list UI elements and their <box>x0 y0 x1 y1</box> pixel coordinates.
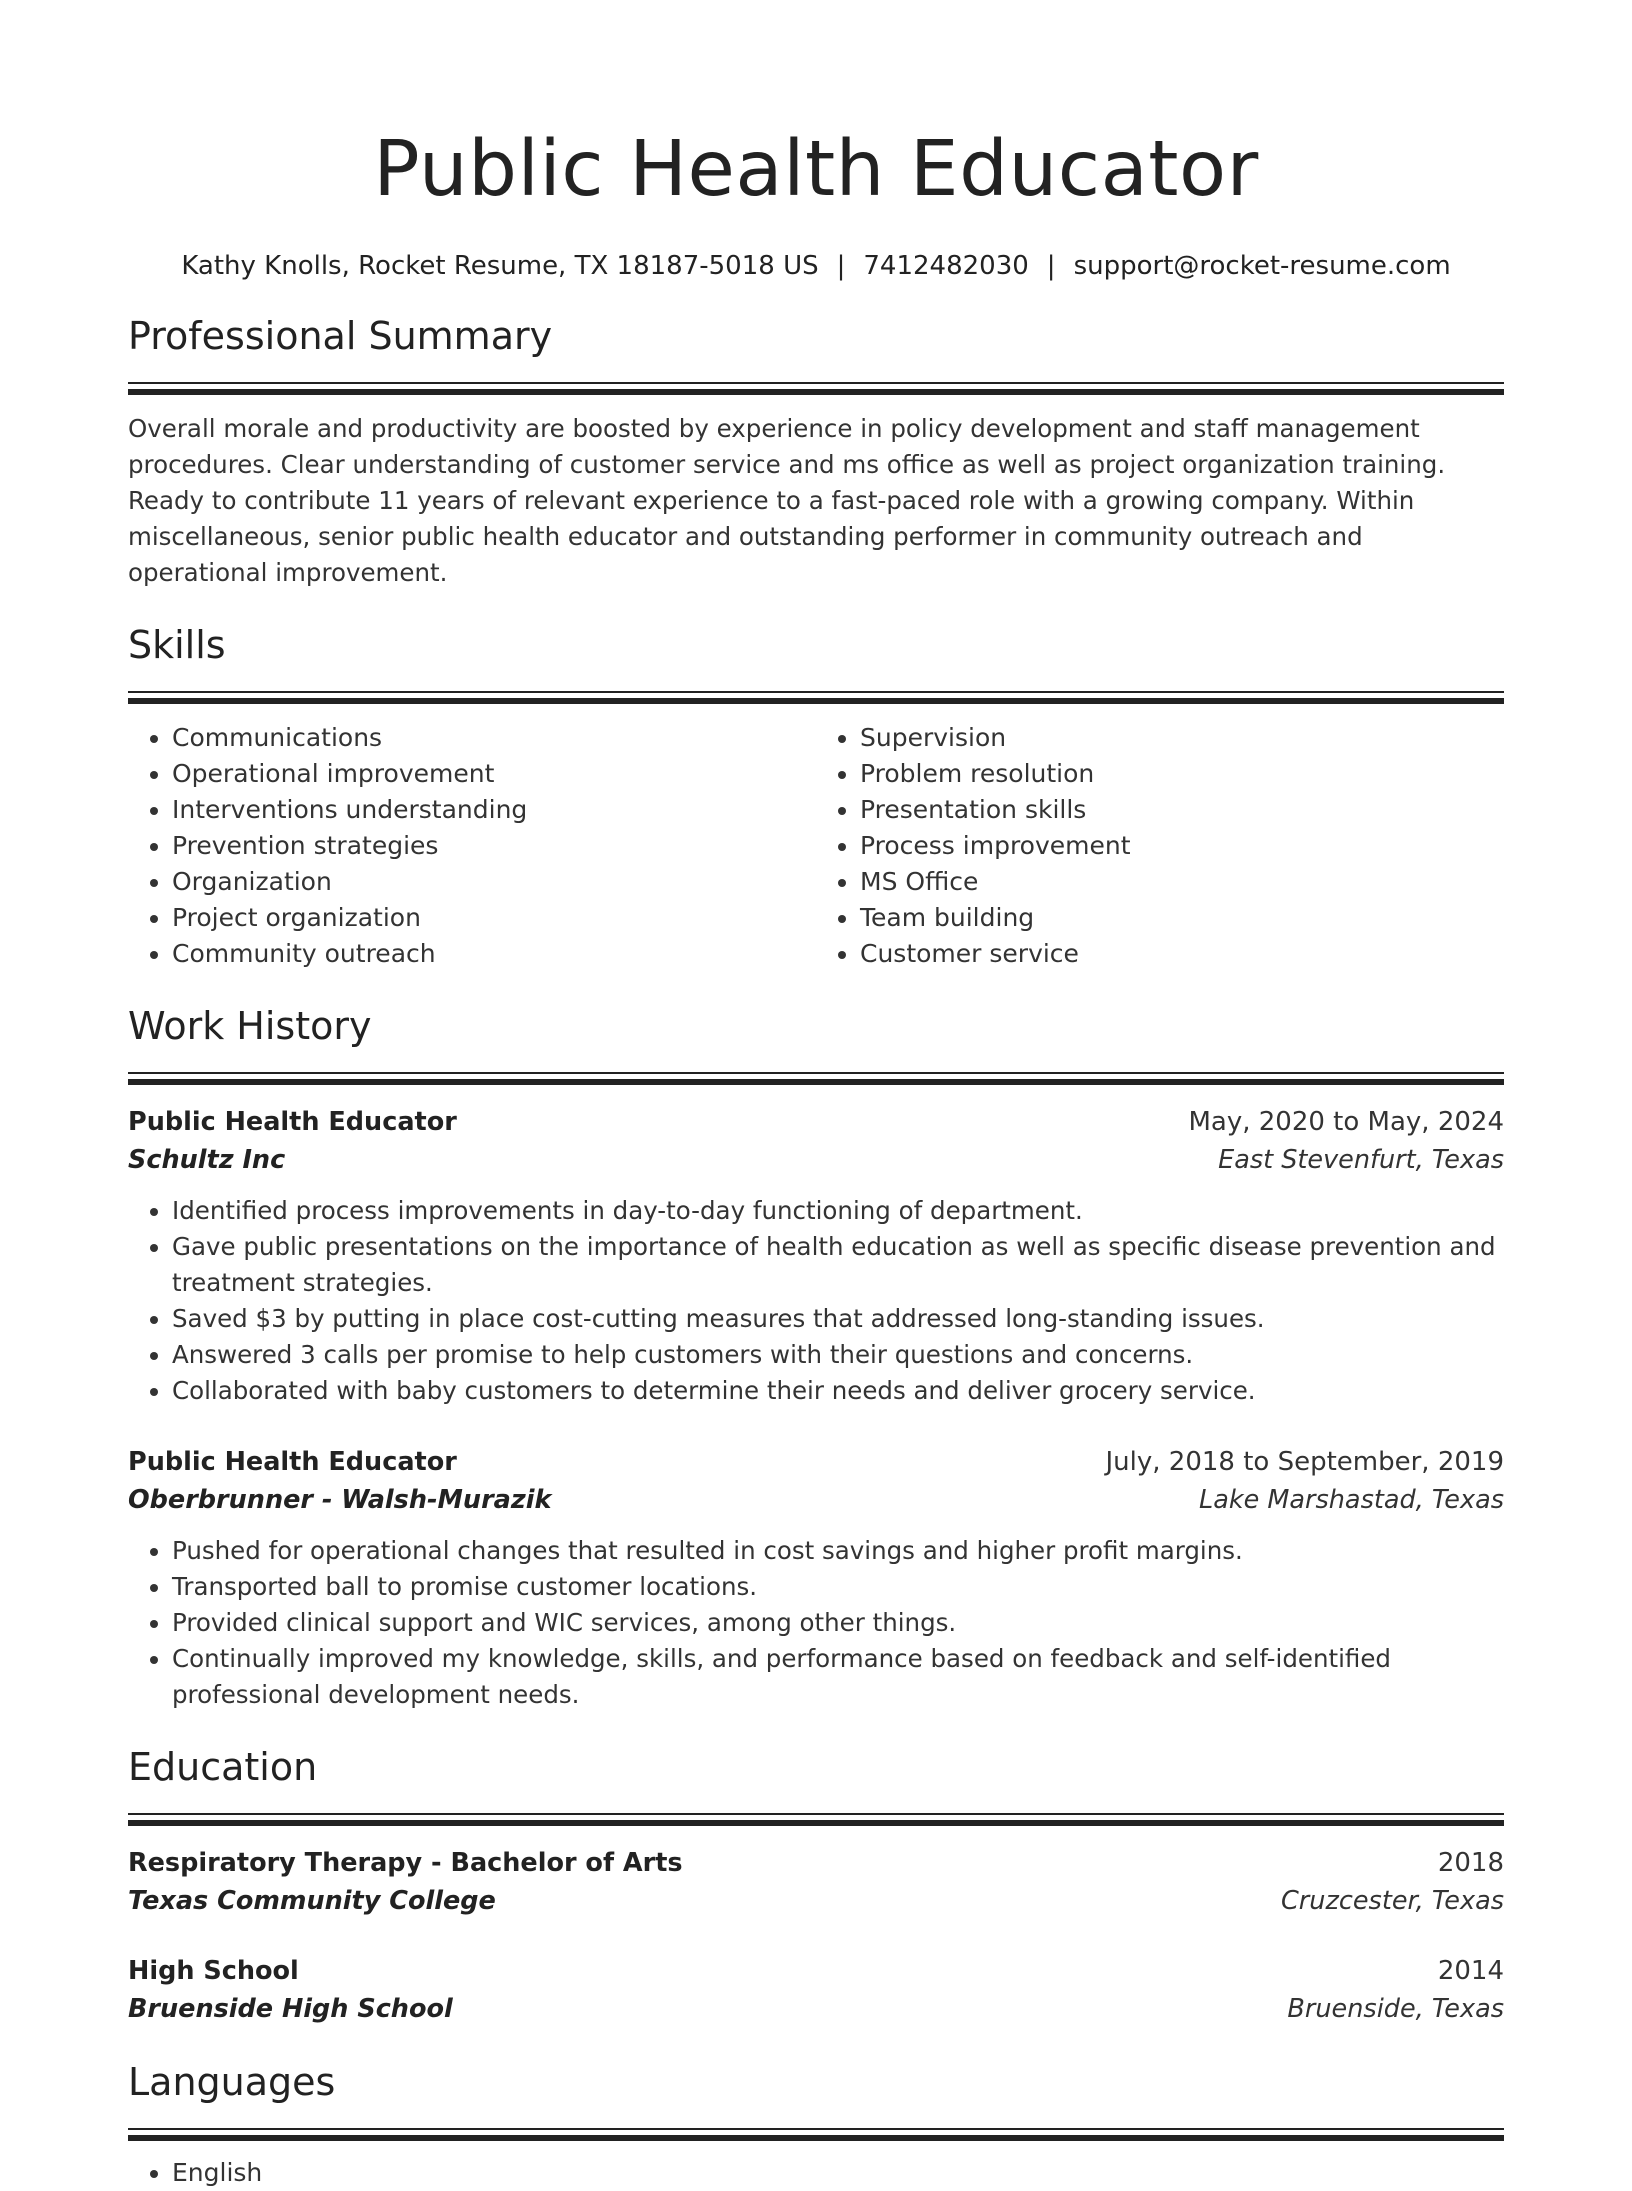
job-location: East Stevenfurt, Texas <box>1218 1145 1504 1175</box>
job-bullet: • Pushed for operational changes that resulted in cost savings and higher profit margins. <box>172 1533 1504 1569</box>
contact-phone: 7412482030 <box>863 251 1029 281</box>
job-title: Public Health Educator <box>128 1107 457 1137</box>
job-company: Schultz Inc <box>128 1145 286 1175</box>
skills-list-right <box>816 720 1504 972</box>
section-heading: Education <box>128 1745 318 1789</box>
job-bullet: • Transported ball to promise customer locations. <box>172 1569 1504 1605</box>
education-school-row <box>128 1882 1504 1920</box>
contact-separator: | <box>1046 251 1056 281</box>
language-item: • English <box>172 2155 1504 2191</box>
job-bullet: • Continually improved my knowledge, skills, and performance based on feedback and self-identified professional development needs. <box>172 1641 1504 1713</box>
resume-title: Public Health Educator <box>373 125 1259 214</box>
skill-item: • Project organization <box>172 900 816 936</box>
section-divider <box>128 1813 1504 1826</box>
skills-columns <box>128 720 1504 972</box>
skills-section <box>128 619 1504 972</box>
education-header-row <box>128 1952 1504 1990</box>
education-section <box>128 1741 1504 2028</box>
job-bullets <box>128 1533 1504 1713</box>
skill-item: • Community outreach <box>172 936 816 972</box>
skill-item: • Interventions understanding <box>172 792 816 828</box>
education-entry <box>128 1844 1504 1920</box>
section-heading: Professional Summary <box>128 314 553 358</box>
job-bullets <box>128 1193 1504 1409</box>
contact-email: support@rocket-resume.com <box>1073 251 1451 281</box>
languages-list <box>128 2155 1504 2191</box>
skill-item: • Operational improvement <box>172 756 816 792</box>
contact-separator: | <box>836 251 846 281</box>
job-bullet: • Saved $3 by putting in place cost-cutting measures that addressed long-standing issues. <box>172 1301 1504 1337</box>
contact-line <box>128 248 1504 284</box>
job-bullet: • Provided clinical support and WIC services, among other things. <box>172 1605 1504 1641</box>
job-company: Oberbrunner - Walsh-Murazik <box>128 1485 552 1515</box>
skill-item: • Organization <box>172 864 816 900</box>
education-degree: High School <box>128 1956 299 1986</box>
skill-item: • Problem resolution <box>860 756 1504 792</box>
job-location: Lake Marshastad, Texas <box>1198 1485 1504 1515</box>
job-dates: May, 2020 to May, 2024 <box>1188 1107 1504 1137</box>
education-entry <box>128 1952 1504 2028</box>
job-bullet: • Answered 3 calls per promise to help customers with their questions and concerns. <box>172 1337 1504 1373</box>
section-heading: Languages <box>128 2060 336 2104</box>
skill-item: • Customer service <box>860 936 1504 972</box>
summary-text: Overall morale and productivity are boosted by experience in policy development and staff management procedures. Clear understanding of customer service and ms office as well as project organization training. Ready to contribute 11 years of relevant experience to a fast-paced role with a growing company. Within miscellaneous, senior public health educator and outstanding performer in community outreach and operational improvement. <box>128 414 1446 587</box>
section-divider <box>128 382 1504 395</box>
section-divider <box>128 1072 1504 1085</box>
education-school: Texas Community College <box>128 1886 496 1916</box>
education-school: Bruenside High School <box>128 1994 453 2024</box>
education-year: 2014 <box>1437 1956 1504 1986</box>
contact-address: Kathy Knolls, Rocket Resume, TX 18187-5018 US <box>181 251 819 281</box>
education-degree: Respiratory Therapy - Bachelor of Arts <box>128 1848 683 1878</box>
summary-section <box>128 310 1504 591</box>
skill-item: • MS Office <box>860 864 1504 900</box>
job-title: Public Health Educator <box>128 1447 457 1477</box>
section-heading: Work History <box>128 1004 372 1048</box>
skill-item: • Supervision <box>860 720 1504 756</box>
skill-item: • Communications <box>172 720 816 756</box>
job-company-row <box>128 1141 1504 1179</box>
job-entry <box>128 1443 1504 1713</box>
education-location: Bruenside, Texas <box>1287 1994 1504 2024</box>
section-divider <box>128 2128 1504 2141</box>
education-header-row <box>128 1844 1504 1882</box>
section-divider <box>128 691 1504 704</box>
education-school-row <box>128 1990 1504 2028</box>
education-year: 2018 <box>1437 1848 1504 1878</box>
job-dates: July, 2018 to September, 2019 <box>1105 1447 1504 1477</box>
skills-list-left <box>128 720 816 972</box>
job-header-row <box>128 1443 1504 1481</box>
job-bullet: • Gave public presentations on the importance of health education as well as specific disease prevention and treatment strategies. <box>172 1229 1504 1301</box>
skill-item: • Team building <box>860 900 1504 936</box>
job-header-row <box>128 1103 1504 1141</box>
job-bullet: • Identified process improvements in day-to-day functioning of department. <box>172 1193 1504 1229</box>
job-company-row <box>128 1481 1504 1519</box>
job-entry <box>128 1103 1504 1409</box>
languages-section <box>128 2056 1504 2191</box>
skill-item: • Presentation skills <box>860 792 1504 828</box>
work-history-section <box>128 1000 1504 1713</box>
skill-item: • Prevention strategies <box>172 828 816 864</box>
skill-item: • Process improvement <box>860 828 1504 864</box>
job-bullet: • Collaborated with baby customers to determine their needs and deliver grocery service. <box>172 1373 1504 1409</box>
education-location: Cruzcester, Texas <box>1281 1886 1504 1916</box>
section-heading: Skills <box>128 623 226 667</box>
